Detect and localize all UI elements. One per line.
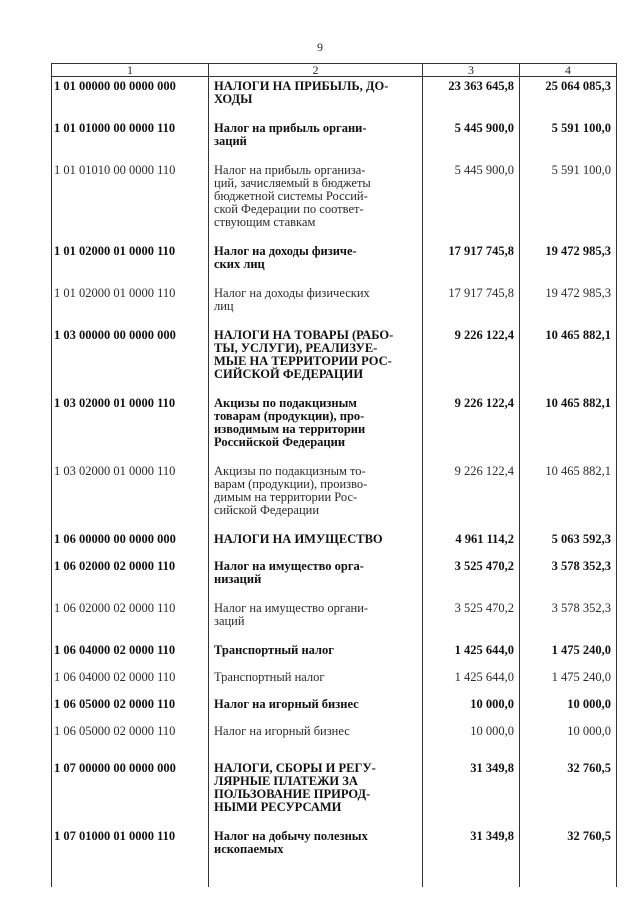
name-cell: Транспортный налог xyxy=(209,641,423,668)
name-cell: Налог на имущество органи- заций xyxy=(209,599,423,641)
amount-col3-cell: 3 525 470,2 xyxy=(423,557,520,599)
table-row xyxy=(52,759,617,827)
name-cell: Акцизы по подакцизным товарам (продукции), про- изводимым на территории Российской Федерации xyxy=(209,394,423,462)
name-cell: Транспортный налог xyxy=(209,668,423,695)
table-row xyxy=(52,695,617,722)
amount-col3-cell: 23 363 645,8 xyxy=(423,77,520,120)
amount-col4-cell: 19 472 985,3 xyxy=(520,242,617,284)
code-cell: 1 06 05000 02 0000 110 xyxy=(52,722,209,759)
amount-col3-cell: 1 425 644,0 xyxy=(423,668,520,695)
table-row xyxy=(52,119,617,161)
amount-col3-cell: 10 000,0 xyxy=(423,722,520,759)
amount-col3-cell: 9 226 122,4 xyxy=(423,462,520,530)
amount-col4-cell: 10 465 882,1 xyxy=(520,394,617,462)
amount-col4-cell: 5 591 100,0 xyxy=(520,119,617,161)
table-row xyxy=(52,641,617,668)
column-header-3: 3 xyxy=(423,64,520,77)
column-header-4: 4 xyxy=(520,64,617,77)
table-row xyxy=(52,599,617,641)
amount-col3-cell: 4 961 114,2 xyxy=(423,530,520,557)
amount-col3-cell: 5 445 900,0 xyxy=(423,161,520,242)
table-row xyxy=(52,326,617,394)
amount-col4-cell: 19 472 985,3 xyxy=(520,284,617,326)
table-row xyxy=(52,827,617,859)
amount-col4-cell: 32 760,5 xyxy=(520,759,617,827)
column-header-1: 1 xyxy=(52,64,209,77)
name-cell: Акцизы по подакцизным то- варам (продукции), произво- димым на территории Рос- сийской Федерации xyxy=(209,462,423,530)
amount-col4-cell: 32 760,5 xyxy=(520,827,617,859)
amount-col4-cell: 10 000,0 xyxy=(520,695,617,722)
table-row xyxy=(52,161,617,242)
name-cell: Налог на прибыль организа- ций, зачисляемый в бюджеты бюджетной системы Россий- ской Федерации по соответ- ствующим ставкам xyxy=(209,161,423,242)
code-cell: 1 06 00000 00 0000 000 xyxy=(52,530,209,557)
code-cell: 1 06 04000 02 0000 110 xyxy=(52,668,209,695)
amount-col3-cell: 1 425 644,0 xyxy=(423,641,520,668)
code-cell: 1 06 05000 02 0000 110 xyxy=(52,695,209,722)
code-cell: 1 06 02000 02 0000 110 xyxy=(52,599,209,641)
amount-col3-cell: 9 226 122,4 xyxy=(423,326,520,394)
filler-cell xyxy=(52,859,209,887)
table-row xyxy=(52,77,617,120)
column-header-2: 2 xyxy=(209,64,423,77)
table-row xyxy=(52,284,617,326)
code-cell: 1 03 02000 01 0000 110 xyxy=(52,394,209,462)
amount-col3-cell: 17 917 745,8 xyxy=(423,284,520,326)
filler-cell xyxy=(520,859,617,887)
table-body xyxy=(52,77,617,888)
amount-col4-cell: 25 064 085,3 xyxy=(520,77,617,120)
amount-col4-cell: 3 578 352,3 xyxy=(520,557,617,599)
name-cell: НАЛОГИ, СБОРЫ И РЕГУ- ЛЯРНЫЕ ПЛАТЕЖИ ЗА ПОЛЬЗОВАНИЕ ПРИРОД- НЫМИ РЕСУРСАМИ xyxy=(209,759,423,827)
amount-col4-cell: 3 578 352,3 xyxy=(520,599,617,641)
filler-cell xyxy=(209,859,423,887)
amount-col4-cell: 5 591 100,0 xyxy=(520,161,617,242)
name-cell: Налог на имущество орга- низаций xyxy=(209,557,423,599)
amount-col3-cell: 31 349,8 xyxy=(423,827,520,859)
revenue-table xyxy=(51,63,617,887)
code-cell: 1 06 02000 02 0000 110 xyxy=(52,557,209,599)
page-number: 9 xyxy=(317,40,323,54)
table-row xyxy=(52,394,617,462)
name-cell: Налог на игорный бизнес xyxy=(209,722,423,759)
code-cell: 1 01 02000 01 0000 110 xyxy=(52,284,209,326)
name-cell: НАЛОГИ НА ПРИБЫЛЬ, ДО- ХОДЫ xyxy=(209,77,423,120)
code-cell: 1 03 00000 00 0000 000 xyxy=(52,326,209,394)
code-cell: 1 01 01010 00 0000 110 xyxy=(52,161,209,242)
amount-col4-cell: 5 063 592,3 xyxy=(520,530,617,557)
code-cell: 1 03 02000 01 0000 110 xyxy=(52,462,209,530)
name-cell: НАЛОГИ НА ИМУЩЕСТВО xyxy=(209,530,423,557)
table-row xyxy=(52,557,617,599)
name-cell: Налог на прибыль органи- заций xyxy=(209,119,423,161)
name-cell: Налог на игорный бизнес xyxy=(209,695,423,722)
code-cell: 1 01 01000 00 0000 110 xyxy=(52,119,209,161)
code-cell: 1 07 00000 00 0000 000 xyxy=(52,759,209,827)
amount-col3-cell: 31 349,8 xyxy=(423,759,520,827)
table-row xyxy=(52,462,617,530)
code-cell: 1 01 00000 00 0000 000 xyxy=(52,77,209,120)
amount-col3-cell: 9 226 122,4 xyxy=(423,394,520,462)
code-cell: 1 06 04000 02 0000 110 xyxy=(52,641,209,668)
name-cell: Налог на доходы физиче- ских лиц xyxy=(209,242,423,284)
table-header-row xyxy=(52,64,617,77)
table-row xyxy=(52,242,617,284)
amount-col4-cell: 10 000,0 xyxy=(520,722,617,759)
amount-col3-cell: 3 525 470,2 xyxy=(423,599,520,641)
amount-col4-cell: 1 475 240,0 xyxy=(520,668,617,695)
name-cell: Налог на добычу полезных ископаемых xyxy=(209,827,423,859)
filler-cell xyxy=(423,859,520,887)
amount-col3-cell: 10 000,0 xyxy=(423,695,520,722)
table-row xyxy=(52,668,617,695)
name-cell: Налог на доходы физических лиц xyxy=(209,284,423,326)
table-filler-row xyxy=(52,859,617,887)
amount-col3-cell: 17 917 745,8 xyxy=(423,242,520,284)
code-cell: 1 07 01000 01 0000 110 xyxy=(52,827,209,859)
amount-col4-cell: 10 465 882,1 xyxy=(520,326,617,394)
amount-col4-cell: 10 465 882,1 xyxy=(520,462,617,530)
code-cell: 1 01 02000 01 0000 110 xyxy=(52,242,209,284)
table-row xyxy=(52,530,617,557)
amount-col3-cell: 5 445 900,0 xyxy=(423,119,520,161)
amount-col4-cell: 1 475 240,0 xyxy=(520,641,617,668)
name-cell: НАЛОГИ НА ТОВАРЫ (РАБО- ТЫ, УСЛУГИ), РЕАЛИЗУЕ- МЫЕ НА ТЕРРИТОРИИ РОС- СИЙСКОЙ ФЕДЕРАЦИИ xyxy=(209,326,423,394)
table-row xyxy=(52,722,617,759)
